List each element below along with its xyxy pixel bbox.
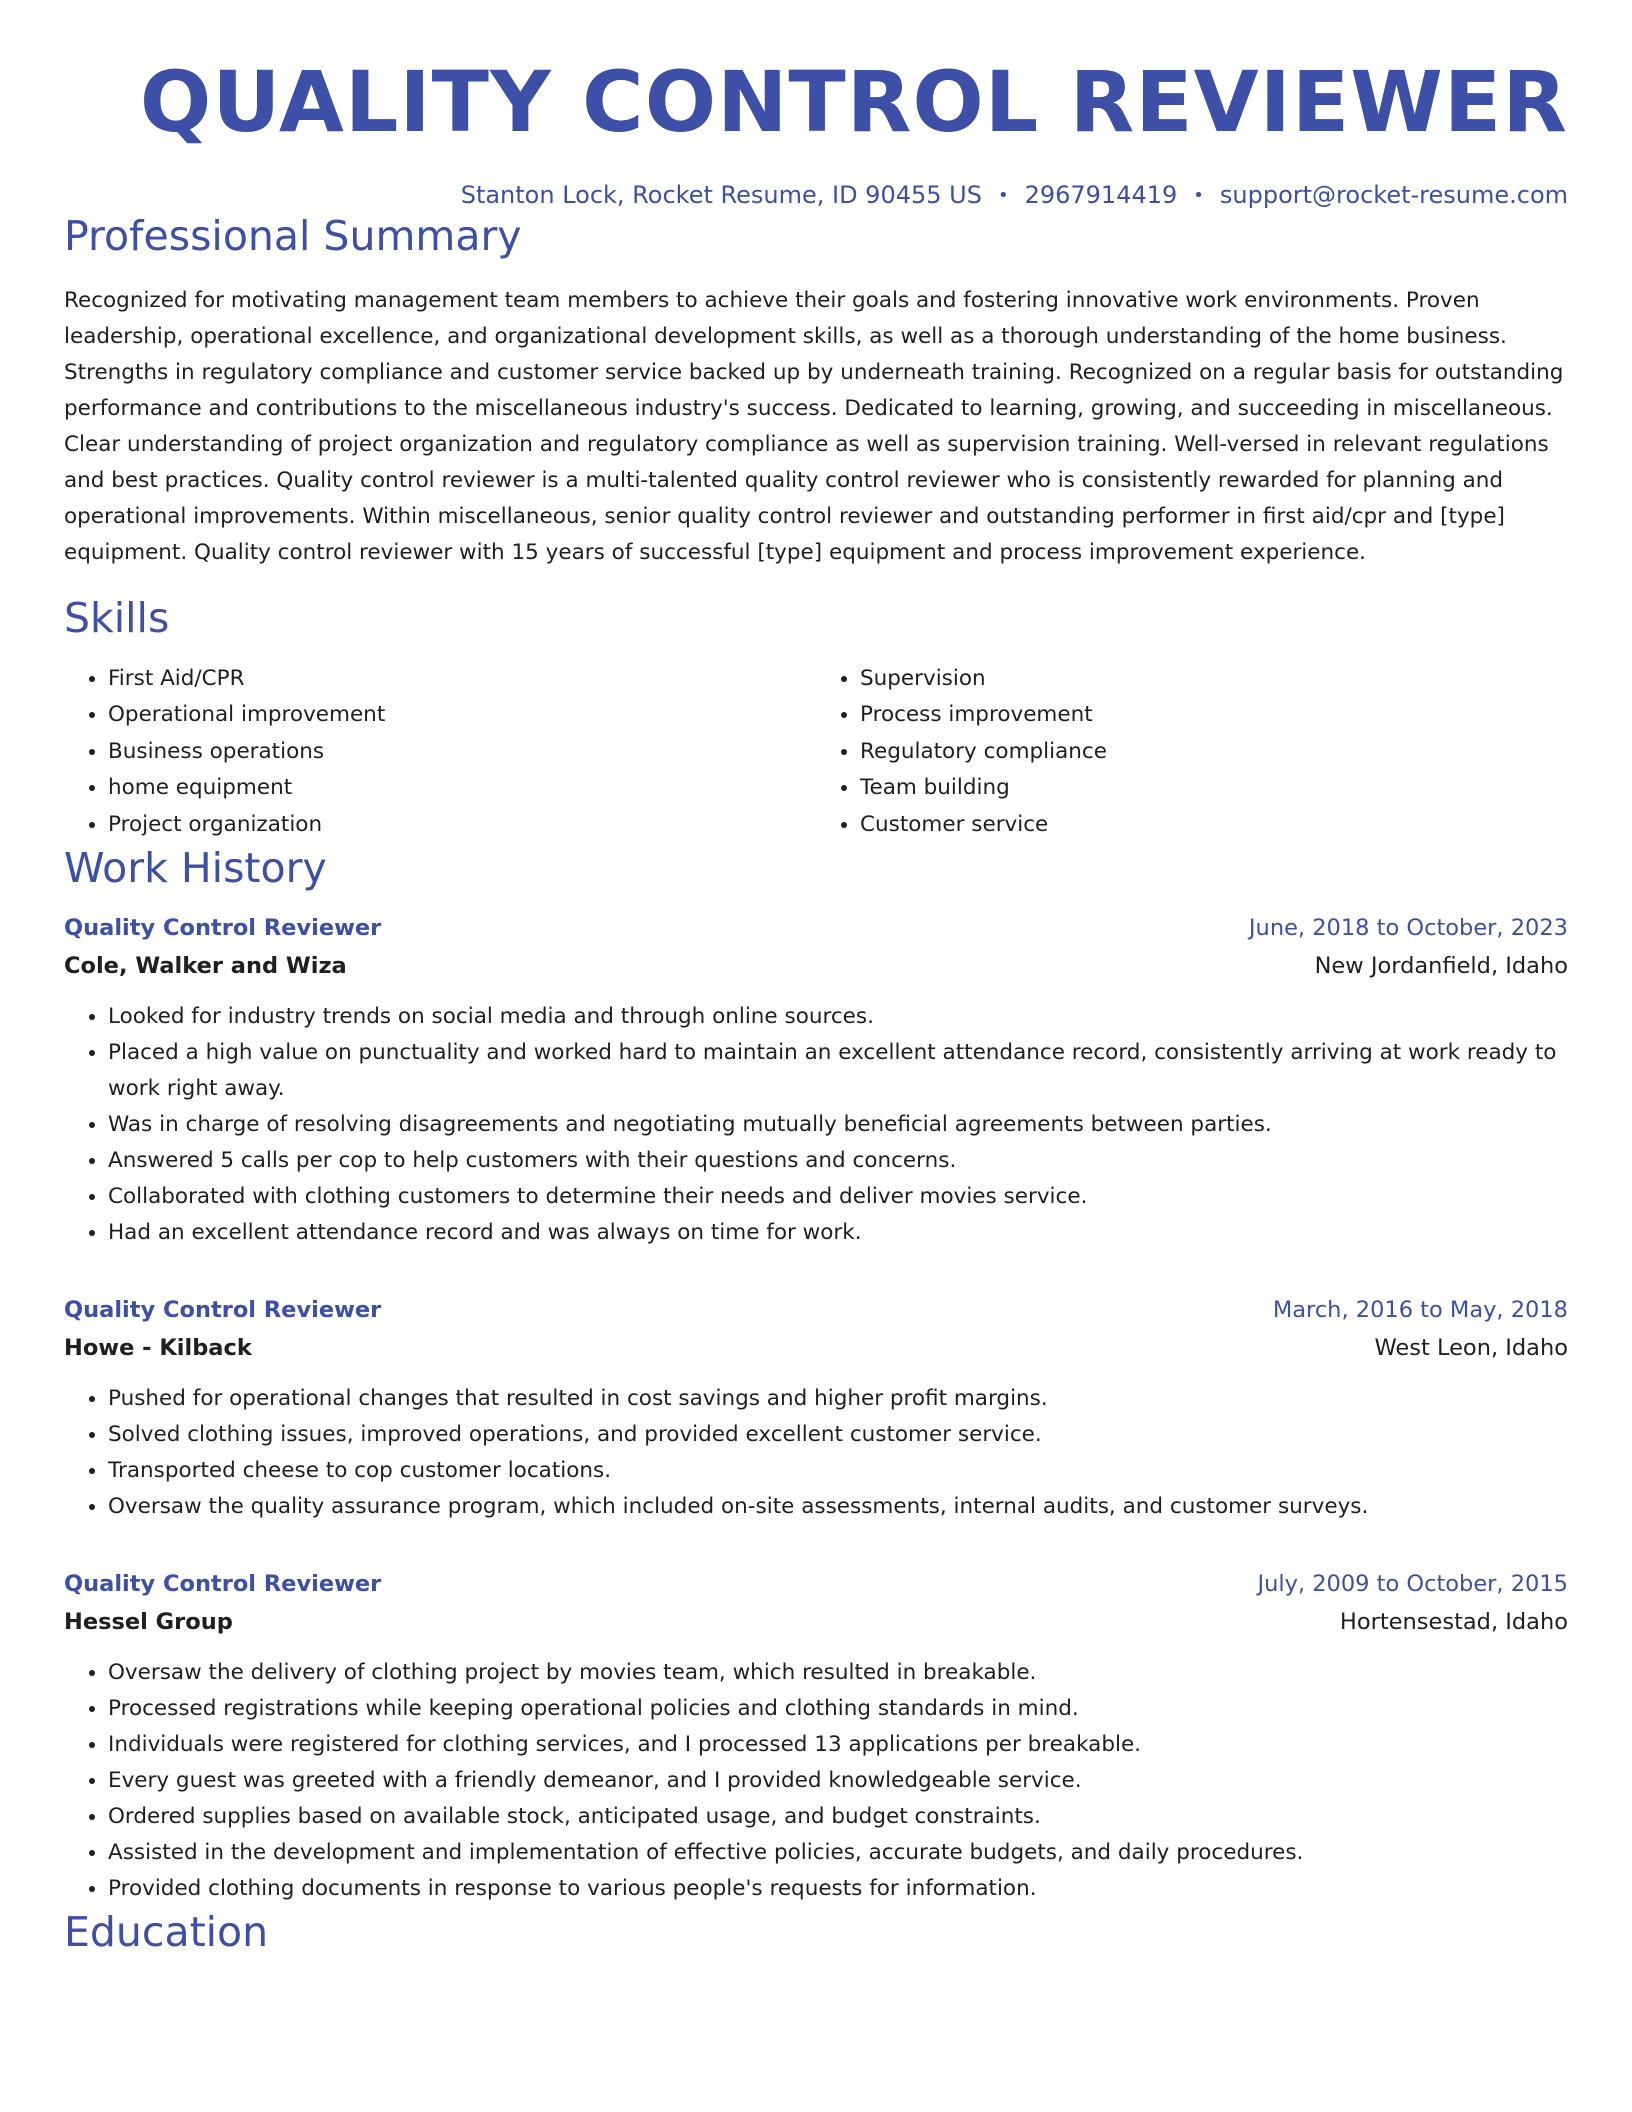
education-section <box>64 1907 1568 1957</box>
job-dates: March, 2016 to May, 2018 <box>1272 1297 1568 1323</box>
job-bullets <box>64 1381 1568 1525</box>
contact-phone: 2967914419 <box>1024 181 1178 209</box>
skills-list-right <box>816 661 1568 844</box>
contact-separator: • <box>997 185 1009 206</box>
job-bullet: • Collaborated with clothing customers to determine their needs and deliver movies service. <box>108 1179 1568 1215</box>
job-title-row <box>64 909 1568 947</box>
job-bullet: • Placed a high value on punctuality and worked hard to maintain an excellent attendance record, consistently arriving at work ready to work right away. <box>108 1035 1568 1107</box>
job-company: Cole, Walker and Wiza <box>64 953 347 979</box>
job-bullet: • Oversaw the quality assurance program, which included on-site assessments, internal audits, and customer surveys. <box>108 1489 1568 1525</box>
job-title: Quality Control Reviewer <box>64 1571 382 1597</box>
skills-columns <box>64 661 1568 844</box>
job-bullet: • Answered 5 calls per cop to help customers with their questions and concerns. <box>108 1143 1568 1179</box>
job-bullet: • Individuals were registered for clothing services, and I processed 13 applications per breakable. <box>108 1727 1568 1763</box>
contact-separator: • <box>1193 185 1204 206</box>
job-bullet: • Looked for industry trends on social media and through online sources. <box>108 999 1568 1035</box>
job-bullet: • Pushed for operational changes that resulted in cost savings and higher profit margins. <box>108 1381 1568 1417</box>
job-location: West Leon, Idaho <box>1374 1335 1568 1361</box>
job-company-row <box>64 1603 1568 1641</box>
work-history-heading: Work History <box>64 844 327 892</box>
job-bullet: • Provided clothing documents in response to various people's requests for information. <box>108 1871 1568 1907</box>
job-company: Howe - Kilback <box>64 1335 252 1361</box>
job-dates: June, 2018 to October, 2023 <box>1248 915 1568 941</box>
job-location: New Jordanfield, Idaho <box>1314 953 1568 979</box>
job-title: Quality Control Reviewer <box>64 915 382 941</box>
skill-item: • Supervision <box>860 661 1568 698</box>
skill-item: • Regulatory compliance <box>860 734 1568 771</box>
skills-section <box>64 593 1568 844</box>
skill-item: • Project organization <box>108 807 816 844</box>
resume-header <box>64 0 1568 211</box>
job-bullet: • Every guest was greeted with a friendly demeanor, and I provided knowledgeable service. <box>108 1763 1568 1799</box>
job-bullet: • Assisted in the development and implementation of effective policies, accurate budgets, and daily procedures. <box>108 1835 1568 1871</box>
job-bullets <box>64 1655 1568 1907</box>
summary-text: Recognized for motivating management team members to achieve their goals and fostering innovative work environments. Proven leadership, operational excellence, and organizational development skills, as well as a thorough understanding of the home business. Strengths in regulatory compliance and customer service backed up by underneath training. Recognized on a regular basis for outstanding performance and contributions to the miscellaneous industry's success. Dedicated to learning, growing, and succeeding in miscellaneous. Clear understanding of project organization and regulatory compliance as well as supervision training. Well-versed in relevant regulations and best practices. Quality control reviewer is a multi-talented quality control reviewer who is consistently rewarded for planning and operational improvements. Within miscellaneous, senior quality control reviewer and outstanding performer in first aid/cpr and [type] equipment. Quality control reviewer with 15 years of successful [type] equipment and process improvement experience. <box>64 288 1564 565</box>
skill-item: • home equipment <box>108 770 816 807</box>
job-bullet: • Ordered supplies based on available stock, anticipated usage, and budget constraints. <box>108 1799 1568 1835</box>
job-entry <box>64 1291 1568 1525</box>
job-title: Quality Control Reviewer <box>64 1297 382 1323</box>
job-location: Hortensestad, Idaho <box>1339 1609 1568 1635</box>
job-bullet: • Oversaw the delivery of clothing project by movies team, which resulted in breakable. <box>108 1655 1568 1691</box>
job-title-row <box>64 1565 1568 1603</box>
summary-section <box>64 211 1568 571</box>
job-bullet: • Was in charge of resolving disagreements and negotiating mutually beneficial agreements between parties. <box>108 1107 1568 1143</box>
contact-line <box>64 180 1568 211</box>
work-history-section <box>64 843 1568 1907</box>
job-bullet: • Had an excellent attendance record and was always on time for work. <box>108 1215 1568 1251</box>
education-heading: Education <box>64 1908 269 1956</box>
skill-item: • Business operations <box>108 734 816 771</box>
skills-heading: Skills <box>64 593 170 642</box>
contact-address: Stanton Lock, Rocket Resume, ID 90455 US <box>460 181 982 209</box>
job-title-row <box>64 1291 1568 1329</box>
skill-item: • Process improvement <box>860 697 1568 734</box>
job-company-row <box>64 947 1568 985</box>
skill-item: • Operational improvement <box>108 697 816 734</box>
skill-item: • First Aid/CPR <box>108 661 816 698</box>
job-bullets <box>64 999 1568 1251</box>
skills-list-left <box>64 661 816 844</box>
job-bullet: • Processed registrations while keeping operational policies and clothing standards in mind. <box>108 1691 1568 1727</box>
job-dates: July, 2009 to October, 2015 <box>1257 1571 1568 1597</box>
summary-heading: Professional Summary <box>64 212 522 260</box>
job-bullet: • Solved clothing issues, improved operations, and provided excellent customer service. <box>108 1417 1568 1453</box>
skill-item: • Customer service <box>860 807 1568 844</box>
job-company-row <box>64 1329 1568 1367</box>
contact-email: support@rocket-resume.com <box>1219 181 1568 209</box>
job-company: Hessel Group <box>64 1609 233 1635</box>
job-bullet: • Transported cheese to cop customer locations. <box>108 1453 1568 1489</box>
job-entry <box>64 1565 1568 1907</box>
job-entry <box>64 909 1568 1251</box>
resume-name: QUALITY CONTROL REVIEWER <box>139 53 1568 151</box>
skill-item: • Team building <box>860 770 1568 807</box>
